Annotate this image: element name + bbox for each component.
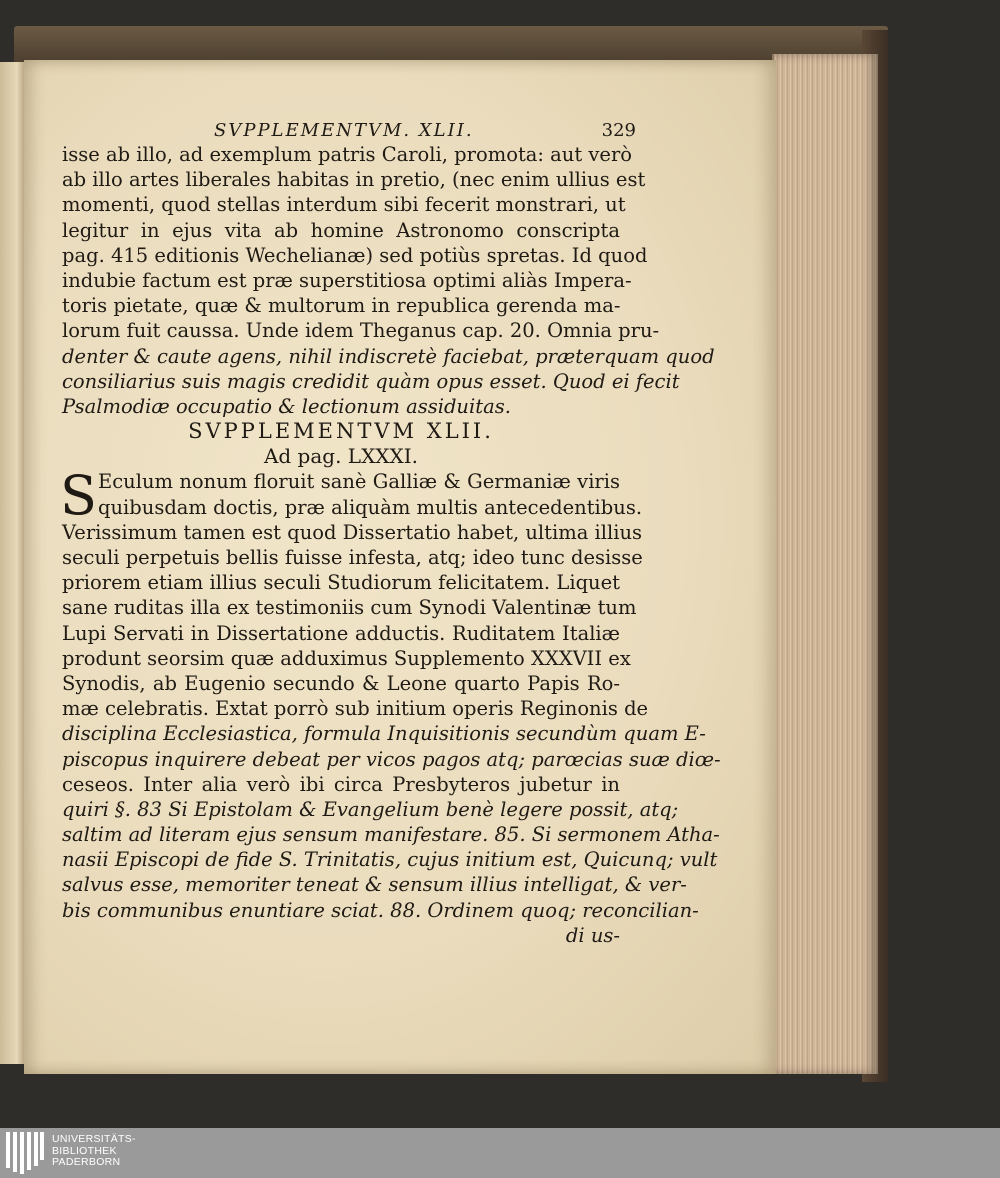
text-line: sane ruditas illa ex testimoniis cum Synodi Valentinæ tum	[62, 596, 637, 620]
book-page	[24, 60, 776, 1074]
section-body	[60, 464, 721, 948]
page-stack-edge	[772, 54, 878, 1074]
text-line: mæ celebratis. Extat porrò sub initium operis Reginonis de	[62, 697, 649, 721]
text-line-italic: nasii Episcopi de fide S. Trinitatis, cujus initium est, Quicunq; vult	[62, 848, 718, 872]
text-line-italic: bis communibus enuntiare sciat. 88. Ordinem quoq; reconcilian-	[62, 898, 699, 922]
text-line-italic: denter & caute agens, nihil indiscretè faciebat, præterquam quod	[62, 344, 715, 368]
text-line: priorem etiam illius seculi Studiorum felicitatem. Liquet	[62, 571, 620, 595]
catchword: di us-	[565, 923, 620, 947]
section-title: SVPPLEMENTVM XLII.	[188, 419, 494, 444]
text-line: ceseos. Inter alia verò ibi circa Presbyteros jubetur in	[62, 772, 620, 796]
text-line-italic: quiri §. 83 Si Epistolam & Evangelium benè legere possit, atq;	[62, 797, 679, 821]
left-page-edge	[0, 62, 25, 1064]
text-line: toris pietate, quæ & multorum in republica gerenda ma-	[62, 294, 621, 318]
text-line: Synodis, ab Eugenio secundo & Leone quarto Papis Ro-	[62, 671, 620, 695]
running-head	[62, 118, 636, 142]
text-line: indubie factum est præ superstitiosa optimi aliàs Impera-	[62, 268, 632, 292]
library-logo-icon	[4, 1132, 46, 1174]
text-line-italic: piscopus inquirere debeat per vicos pagos atq; parœcias suæ diœ-	[62, 747, 721, 771]
text-line: Lupi Servati in Dissertatione adductis. Ruditatem Italiæ	[62, 621, 620, 645]
text-line-italic: disciplina Ecclesiastica, formula Inquisitionis secundùm quam E-	[62, 722, 706, 746]
text-line: pag. 415 editionis Wechelianæ) sed potiùs spretas. Id quod	[62, 243, 648, 267]
text-line: seculi perpetuis bellis fuisse infesta, atq; ideo tunc desisse	[62, 546, 643, 569]
text-line: Eculum nonum floruit sanè Galliæ & Germaniæ viris	[98, 470, 620, 494]
text-line: quibusdam doctis, præ aliquàm multis antecedentibus.	[98, 495, 643, 519]
text-line-italic: Psalmodiæ occupatio & lectionum assiduitas.	[62, 394, 511, 418]
drop-cap: S	[60, 464, 97, 528]
text-line: momenti, quod stellas interdum sibi fecerit monstrari, ut	[62, 193, 626, 217]
page-number: 329	[601, 120, 636, 141]
text-line: produnt seorsim quæ adduximus Supplemento XXXVII ex	[62, 646, 631, 670]
library-name-line: BIBLIOTHEK	[52, 1144, 117, 1157]
text-line: ab illo artes liberales habitas in pretio, (nec enim ullius est	[62, 168, 646, 192]
text-line-italic: saltim ad literam ejus sensum manifestare. 85. Si sermonem Atha-	[62, 823, 720, 847]
library-name-line: UNIVERSITÄTS-	[52, 1133, 136, 1145]
text-line: Verissimum tamen est quod Dissertatio habet, ultima illius	[62, 520, 643, 544]
library-name-line: PADERBORN	[52, 1156, 121, 1168]
library-footer-bar	[0, 1128, 1000, 1178]
library-name	[52, 1134, 136, 1169]
text-line: legitur in ejus vita ab homine Astronomo conscripta	[62, 218, 620, 242]
section-subtitle: Ad pag. LXXXI.	[263, 444, 419, 469]
text-line-italic: consiliarius suis magis credidit quàm opus esset. Quod ei fecit	[62, 369, 680, 393]
text-line: isse ab illo, ad exemplum patris Caroli, promota: aut verò	[62, 143, 633, 166]
running-title: SVPPLEMENTVM. XLII.	[214, 120, 474, 141]
text-line-italic: salvus esse, memoriter teneat & sensum illius intelligat, & ver-	[62, 873, 687, 897]
text-line: lorum fuit caussa. Unde idem Theganus cap. 20. Omnia pru-	[62, 319, 660, 343]
page-text-block	[60, 118, 721, 948]
